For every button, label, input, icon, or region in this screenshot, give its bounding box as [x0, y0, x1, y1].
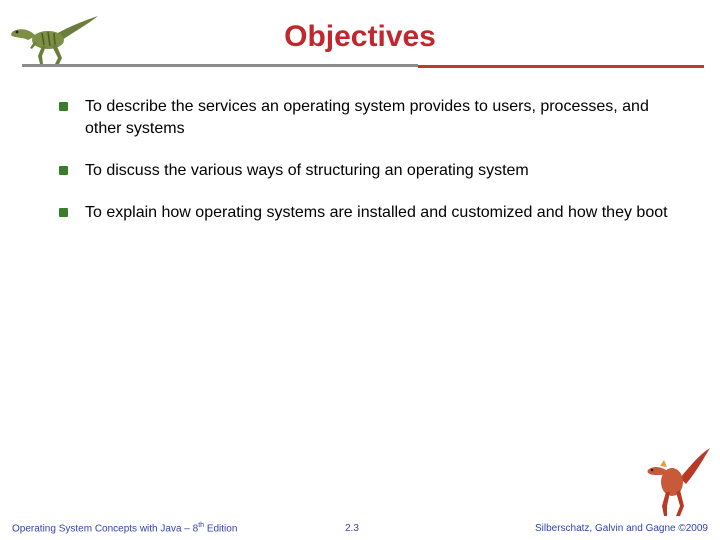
bullet-marker-icon — [59, 166, 68, 175]
bullet-marker-icon — [59, 102, 68, 111]
bullet-item — [57, 160, 687, 182]
bullet-text: To explain how operating systems are installed and customized and how they boot — [85, 204, 668, 221]
bullet-text: To discuss the various ways of structuring an operating system — [85, 162, 529, 179]
slide-title: Objectives — [284, 20, 436, 53]
footer-course-title: Operating System Concepts with Java – 8th Edition — [12, 521, 238, 534]
dinosaur-icon — [640, 444, 712, 520]
footer-copyright: Silberschatz, Galvin and Gagne ©2009 — [534, 523, 708, 534]
bullet-marker-icon — [59, 208, 68, 217]
bullet-list — [57, 96, 687, 224]
title-divider-red — [418, 65, 704, 68]
bullet-text: To describe the services an operating system provides to users, processes, and other systems — [85, 98, 649, 137]
footer-page-number: 2.3 — [345, 523, 359, 534]
bullet-item — [57, 202, 687, 224]
bullet-item — [57, 96, 687, 140]
title-divider-grey — [22, 64, 418, 67]
